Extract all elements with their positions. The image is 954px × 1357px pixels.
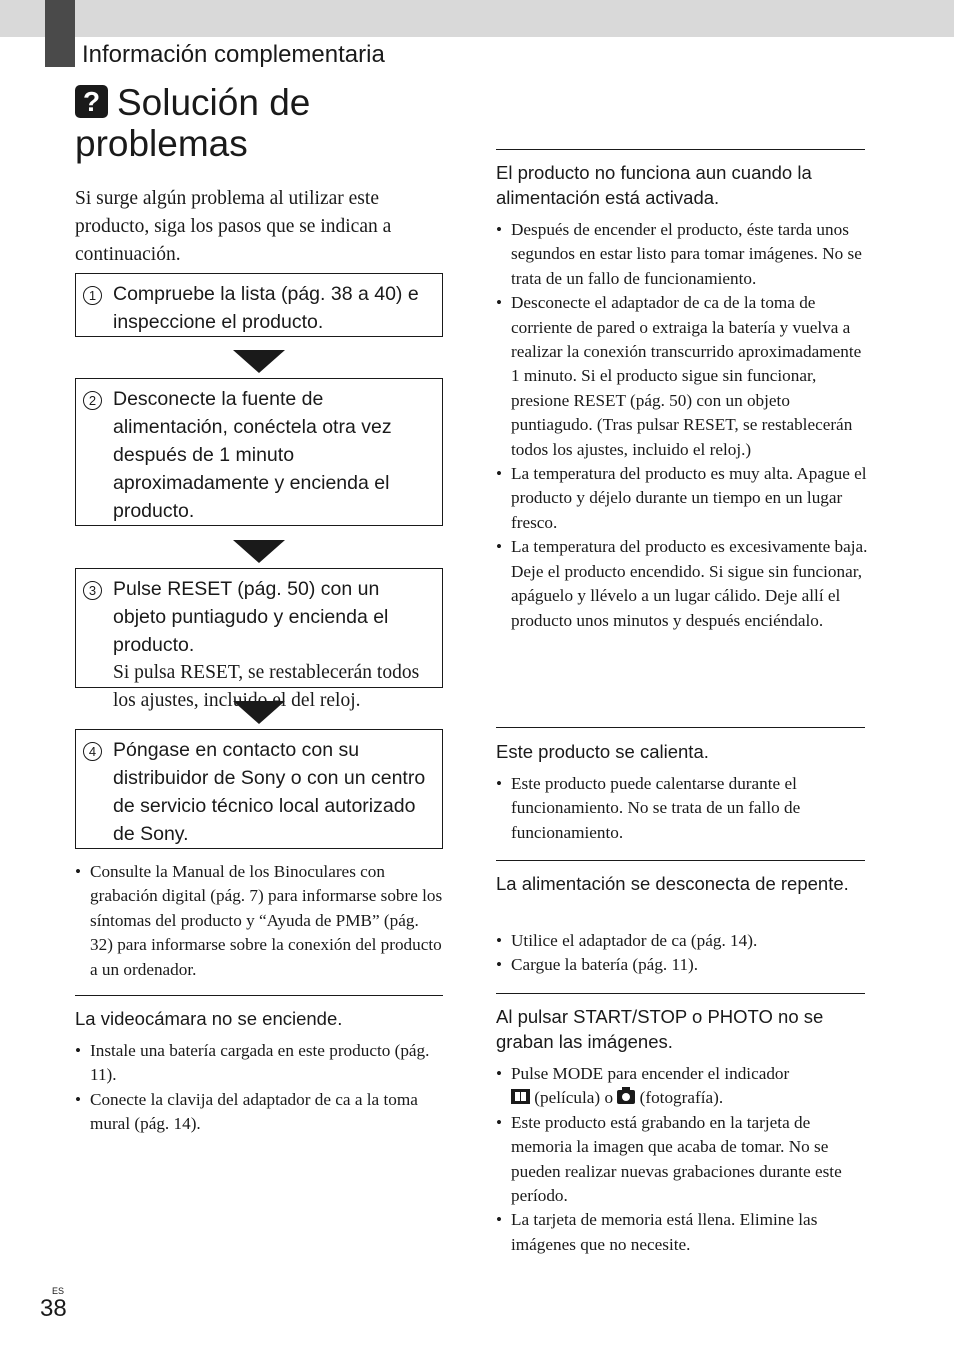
- section-title: Información complementaria: [82, 41, 385, 68]
- step-number-3: 3: [83, 581, 102, 600]
- reference-note-list: [75, 860, 443, 982]
- list-item: • La temperatura del producto es muy alta. Apague el producto y déjelo durante un tiempo en un lugar fresco.: [496, 462, 868, 535]
- step-box-2: [75, 378, 443, 526]
- list-item: • Utilice el adaptador de ca (pág. 14).: [496, 929, 865, 953]
- section-divider: [75, 995, 443, 996]
- down-arrow-icon: [233, 540, 285, 563]
- section-bullets: [496, 772, 865, 845]
- step-box-4: [75, 729, 443, 849]
- section-bullets: [75, 1039, 443, 1137]
- section-divider: [496, 149, 865, 150]
- list-item: • La tarjeta de memoria está llena. Elimine las imágenes que no necesite.: [496, 1208, 865, 1257]
- step-box-3: [75, 568, 443, 711]
- section-tab-marker: [45, 0, 75, 67]
- section-divider: [496, 727, 865, 728]
- list-item: • Este producto está grabando en la tarjeta de memoria la imagen que acaba de tomar. No se pueden realizar nuevas grabaciones durante este período.: [496, 1111, 865, 1209]
- step-number-2: 2: [83, 391, 102, 410]
- down-arrow-icon: [233, 701, 285, 724]
- section-heading: Al pulsar START/STOP o PHOTO no se graban las imágenes.: [496, 1006, 824, 1052]
- step-text-3: Pulse RESET (pág. 50) con un objeto puntiagudo y encienda el producto.: [113, 578, 389, 656]
- list-item: • Conecte la clavija del adaptador de ca a la toma mural (pág. 14).: [75, 1088, 443, 1137]
- page-number: 38: [40, 1295, 67, 1322]
- photo-label: (fotografía).: [639, 1088, 724, 1108]
- list-item: • Instale una batería cargada en este producto (pág. 11).: [75, 1039, 443, 1088]
- mode-instruction: Pulse MODE para encender el indicador: [511, 1064, 790, 1083]
- list-item: • La temperatura del producto es excesivamente baja. Deje el producto encendido. Si sigue sin funcionar, apáguelo y llévelo a un lugar cálido. Deje allí el producto unos minutos y después enciéndalo.: [496, 535, 868, 633]
- section-heading: El producto no funciona aun cuando la alimentación está activada.: [496, 162, 812, 208]
- section-bullets: [496, 929, 865, 978]
- step-number-4: 4: [83, 742, 102, 761]
- list-item: • Este producto puede calentarse durante el funcionamiento. No se trata de un fallo de funcionamiento.: [496, 772, 865, 845]
- section-divider: [496, 993, 865, 994]
- section-divider: [496, 860, 865, 861]
- step-number-1: 1: [83, 286, 102, 305]
- list-item: • Después de encender el producto, éste tarda unos segundos en estar listo para tomar imágenes. No se trata de un fallo de funcionamiento.: [496, 218, 868, 291]
- down-arrow-icon: [233, 350, 285, 373]
- step-text-4: Póngase en contacto con su distribuidor de Sony o con un centro de servicio técnico local autorizado de Sony.: [113, 739, 426, 845]
- list-item: • Desconecte el adaptador de ca de la toma de corriente de pared o extraiga la batería y vuelva a realizar la conexión transcurrido aproximadamente 1 minuto. Si el producto sigue sin funcionar, presione RESET (pág. 50) con un objeto puntiagudo. (Tras pulsar RESET, se restablecerán todos los ajustes, incluido el reloj.): [496, 291, 868, 462]
- step-note-3: Si pulsa RESET, se restablecerán todos los ajustes, incluido el del reloj.: [113, 662, 420, 711]
- section-heading: La alimentación se desconecta de repente.: [496, 873, 849, 894]
- list-item: • Cargue la batería (pág. 11).: [496, 953, 865, 977]
- movie-label: (película) o: [534, 1088, 614, 1108]
- step-box-1: [75, 273, 443, 337]
- list-item: • Consulte la Manual de los Binoculares con grabación digital (pág. 7) para informarse sobre los síntomas del producto y “Ayuda de PMB” (pág. 32) para informarse sobre la conexión del producto a un ordenador.: [75, 860, 443, 982]
- camera-icon: [617, 1090, 635, 1104]
- question-mark-icon: ?: [75, 85, 108, 118]
- section-bullets: [496, 1062, 865, 1257]
- section-heading: Este producto se calienta.: [496, 741, 709, 762]
- step-text-2: Desconecte la fuente de alimentación, conéctela otra vez después de 1 minuto aproximadamente y encienda el producto.: [113, 388, 392, 522]
- language-code: ES: [52, 1286, 65, 1296]
- section-heading: La videocámara no se enciende.: [75, 1008, 343, 1029]
- film-icon: [511, 1089, 530, 1104]
- title-row: [75, 82, 475, 164]
- header-band: [0, 0, 954, 37]
- page-title: Solución de problemas: [75, 82, 311, 164]
- section-bullets: [496, 218, 868, 633]
- list-item: [496, 1062, 865, 1111]
- step-text-1: Compruebe la lista (pág. 38 a 40) e inspeccione el producto.: [113, 283, 419, 333]
- intro-paragraph: Si surge algún problema al utilizar este producto, siga los pasos que se indican a continuación.: [75, 188, 392, 265]
